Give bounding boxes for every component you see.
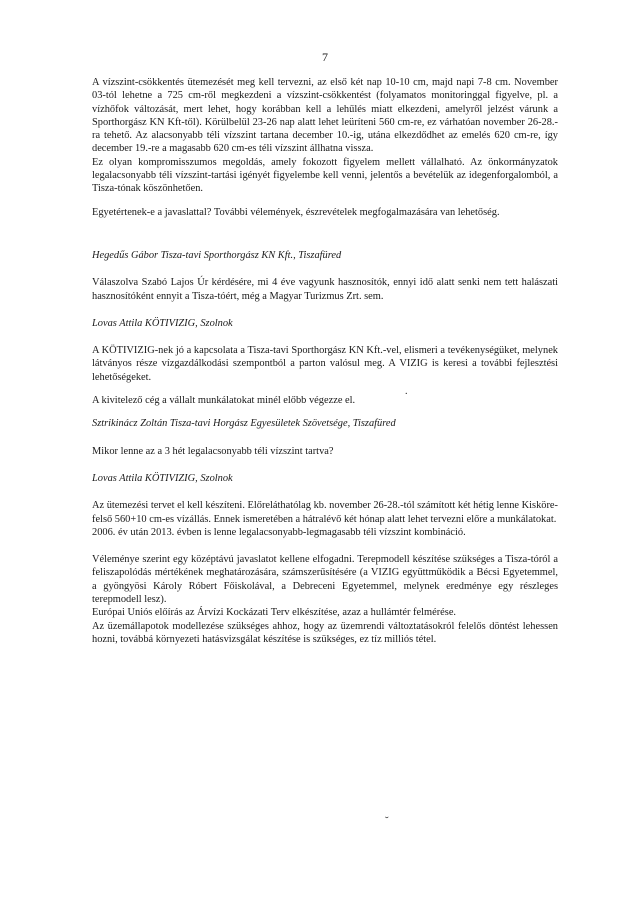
paragraph: Mikor lenne az a 3 hét legalacsonyabb téli vízszint tartva? bbox=[92, 445, 334, 457]
paragraph: Az ütemezési tervet el kell készíteni. Előreláthatólag kb. november 26-28.-tól számított két hétig lenne Kisköre-felső 560+10 cm-es vízállás. Ennek ismeretében a hátralévő két hónap alatt lehet tervezni előre a munkálatokat. bbox=[92, 500, 558, 525]
paragraph: A kivitelező cég a vállalt munkálatokat minél előbb végezze el. bbox=[92, 395, 356, 407]
paragraph: Véleménye szerint egy középtávú javaslatot kellene elfogadni. Terepmodell készítése szükséges a Tisza-tóról a feliszapolódás mértékének meghatározására, számszerűsítésére (a VIZIG együttműködik a Bécsi Egyetemmel, a gyöngyösi Károly Róbert Főiskolával, a Debreceni Egyetemmel, melynek eredménye egy részleges terepmodell lesz). bbox=[92, 554, 558, 606]
paragraph: A vízszint-csökkentés ütemezését meg kell tervezni, az első két nap 10-10 cm, majd napi 7-8 cm. November 03-tól lehetne a 725 cm-ről megkezdeni a vízszint-csökkentést (folyamatos monitoringgal figyelve, pl. a vízhőfok változását, mert lehet, hogy korábban kell a lehűlés miatt elkezdeni, amelyről jelzést várunk a Sporthorgász KN Kft-től). Körülbelül 23-26 nap alatt lehet leüríteni 560 cm-re, ez várhatóan november 26-28.-ra tehető. Az alacsonyabb téli vízszint tartana december 10.-ig, utána elkezdődhet az emelés 620 cm-re, így december 19.-re a magasabb 620 cm-es téli vízszint állhatna vissza. bbox=[92, 77, 558, 155]
paragraph: A KÖTIVIZIG-nek jó a kapcsolata a Tisza-tavi Sporthorgász KN Kft.-vel, elismeri a tevékenységüket, melynek látványos része vízgazdálkodási szempontból a parton valósul meg. A VIZIG is keresi a további fejlesztési lehetőségeket. bbox=[92, 345, 558, 383]
paragraph: Egyetértenek-e a javaslattal? További vélemények, észrevételek megfogalmazására van lehetőség. bbox=[92, 206, 500, 218]
paragraph: 2006. év után 2013. évben is lenne legalacsonyabb-legmagasabb téli vízszint kombináció. bbox=[92, 526, 466, 538]
scan-dot-mark: . bbox=[405, 386, 408, 397]
paragraph: Válaszolva Szabó Lajos Úr kérdésére, mi 4 éve vagyunk hasznosítók, ennyi idő alatt senki nem tett halászati hasznosítóként ennyit a Tisza-tóért, még a Magyar Turizmus Zrt. sem. bbox=[92, 277, 558, 302]
speaker-line: Sztrikinácz Zoltán Tisza-tavi Horgász Egyesületek Szövetsége, Tiszafüred bbox=[92, 418, 396, 430]
paragraph: Ez olyan kompromisszumos megoldás, amely fokozott figyelem mellett vállalható. Az önkormányzatok legalacsonyabb téli vízszint-tartási igényét figyelembe kell venni, jelentős a bevételük az idegenforgalomból, a Tisza-tónak köszönhetően. bbox=[92, 156, 558, 195]
paragraph: Az üzemállapotok modellezése szükséges ahhoz, hogy az üzemrendi változtatásokról felelős döntést lehessen hozni, továbbá környezeti hatásvizsgálat készítése is szükséges, ez tíz milliós tétel. bbox=[92, 620, 558, 645]
document-body bbox=[92, 76, 558, 646]
paragraph: Európai Uniós előírás az Árvízi Kockázati Terv elkészítése, azaz a hullámtér felmérése. bbox=[92, 607, 457, 619]
speaker-line: Hegedűs Gábor Tisza-tavi Sporthorgász KN Kft., Tiszafüred bbox=[92, 249, 342, 261]
page-number: 7 bbox=[322, 50, 328, 64]
speaker-line: Lovas Attila KÖTIVIZIG, Szolnok bbox=[92, 317, 233, 329]
speaker-line: Lovas Attila KÖTIVIZIG, Szolnok bbox=[92, 472, 233, 484]
scan-tick-mark: ˘ bbox=[385, 815, 389, 827]
